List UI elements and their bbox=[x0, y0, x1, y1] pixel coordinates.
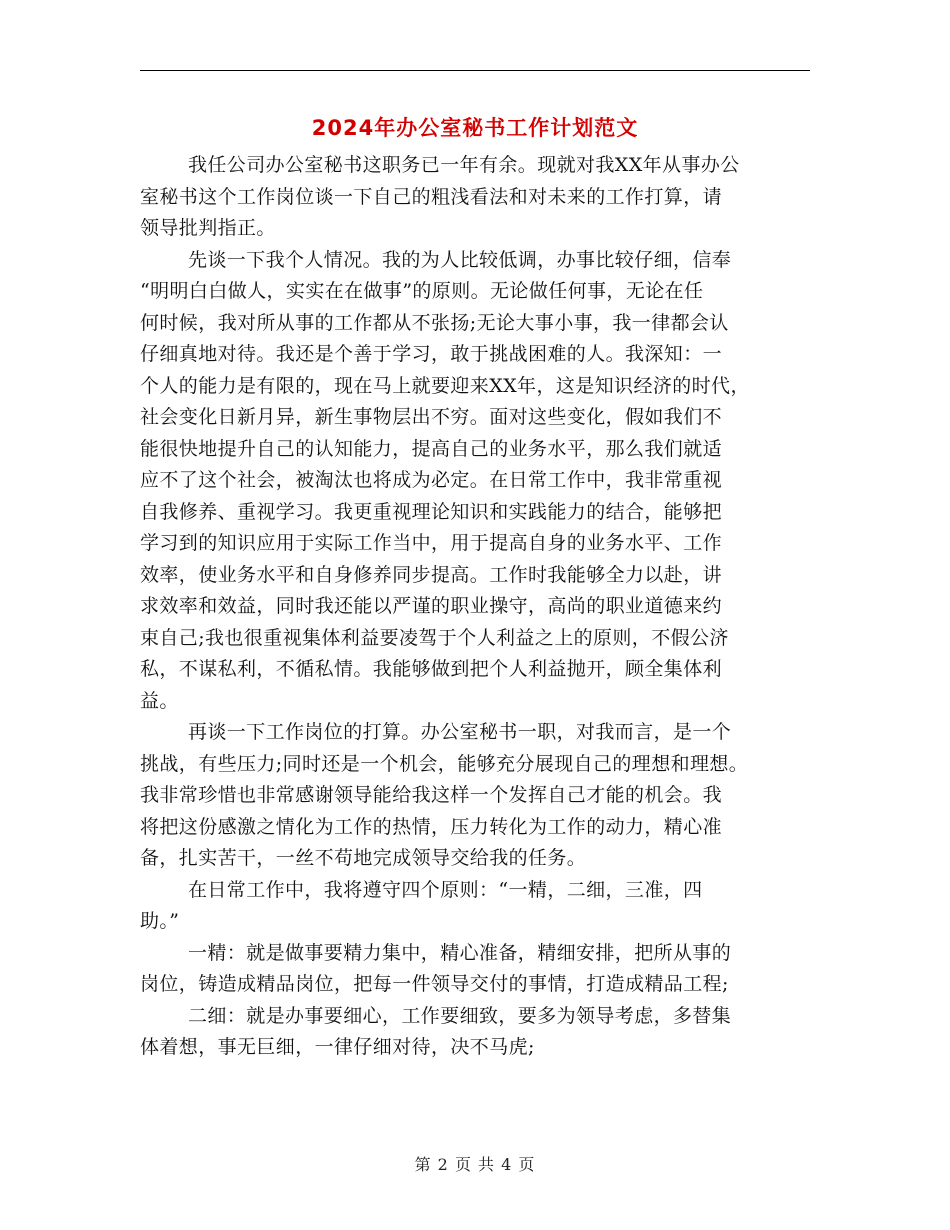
text-line: 先谈一下我个人情况。我的为人比较低调，办事比较仔细，信奉 bbox=[188, 248, 732, 271]
page-footer: 第 2 页 共 4 页 bbox=[414, 1155, 536, 1174]
text-line: 学习到的知识应用于实际工作当中，用于提高自身的业务水平、工作 bbox=[140, 532, 723, 554]
text-line: 再谈一下工作岗位的打算。办公室秘书一职，对我而言，是一个 bbox=[188, 721, 732, 743]
document-body bbox=[140, 150, 810, 1064]
text-line: 社会变化日新月异，新生事物层出不穷。面对这些变化，假如我们不 bbox=[140, 406, 723, 428]
text-line: 岗位，铸造成精品岗位，把每一件领导交付的事情，打造成精品工程; bbox=[140, 973, 729, 995]
text-line: 助。” bbox=[140, 910, 180, 932]
text-line: 我非常珍惜也非常感谢领导能给我这样一个发挥自己才能的机会。我 bbox=[140, 784, 723, 806]
text-line: 室秘书这个工作岗位谈一下自己的粗浅看法和对未来的工作打算，请 bbox=[140, 185, 723, 208]
text-line: 我任公司办公室秘书这职务已一年有余。现就对我XX年从事办公 bbox=[188, 154, 740, 176]
text-line: 何时候，我对所从事的工作都从不张扬;无论大事小事，我一律都会认 bbox=[140, 311, 729, 334]
text-line: 体着想，事无巨细，一律仔细对待，决不马虎; bbox=[140, 1036, 535, 1058]
text-line: 束自己;我也很重视集体利益要凌驾于个人利益之上的原则，不假公济 bbox=[140, 626, 729, 649]
text-line: 益。 bbox=[140, 689, 179, 712]
text-line: 个人的能力是有限的，现在马上就要迎来XX年，这是知识经济的时代， bbox=[140, 374, 750, 397]
text-line: 应不了这个社会，被淘汰也将成为必定。在日常工作中，我非常重视 bbox=[140, 469, 723, 491]
document-title: 2024年办公室秘书工作计划范文 bbox=[311, 116, 639, 140]
text-line: 在日常工作中，我将遵守四个原则：“一精，二细，三准，四 bbox=[188, 878, 703, 901]
text-line: 领导批判指正。 bbox=[140, 217, 276, 239]
text-line: 挑战，有些压力;同时还是一个机会，能够充分展现自己的理想和理想。 bbox=[140, 752, 749, 775]
text-line: 仔细真地对待。我还是个善于学习，敢于挑战困难的人。我深知：一 bbox=[140, 343, 723, 365]
text-line: 二细：就是办事要细心，工作要细致，要多为领导考虑，多替集 bbox=[188, 1004, 732, 1027]
text-line: 备，扎实苦干，一丝不苟地完成领导交给我的任务。 bbox=[140, 847, 587, 869]
text-line: 效率，使业务水平和自身修养同步提高。工作时我能够全力以赴，讲 bbox=[140, 563, 723, 586]
text-line: 自我修养、重视学习。我更重视理论知识和实践能力的结合，能够把 bbox=[140, 500, 723, 523]
text-line: 能很快地提升自己的认知能力，提高自己的业务水平，那么我们就适 bbox=[140, 437, 723, 460]
text-line: 求效率和效益，同时我还能以严谨的职业操守，高尚的职业道德来约 bbox=[140, 595, 723, 617]
text-line: 私，不谋私利，不循私情。我能够做到把个人利益抛开，顾全集体利 bbox=[140, 658, 723, 680]
text-line: 一精：就是做事要精力集中，精心准备，精细安排，把所从事的 bbox=[188, 941, 732, 964]
header-rule bbox=[140, 70, 810, 71]
text-line: 将把这份感激之情化为工作的热情，压力转化为工作的动力，精心准 bbox=[140, 815, 723, 838]
text-line: “明明白白做人，实实在在做事”的原则。无论做任何事，无论在任 bbox=[140, 280, 704, 302]
